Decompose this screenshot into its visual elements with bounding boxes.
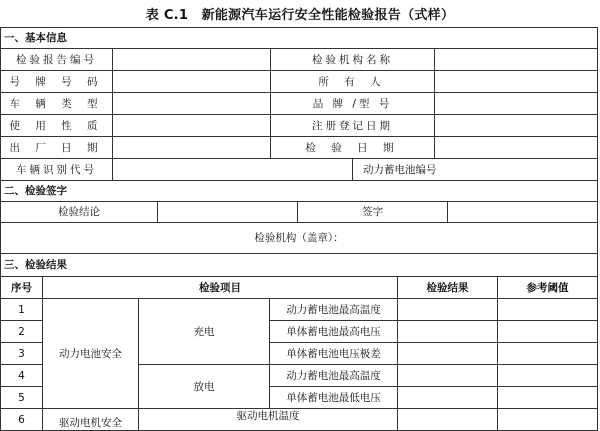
header-ref: 参考阈值 — [498, 277, 598, 299]
label-org-seal: 检验机构（盖章）： — [1, 223, 598, 254]
sign-table — [0, 180, 598, 254]
table-row — [1, 299, 598, 321]
row-no: 3 — [1, 343, 43, 365]
label-usage: 使 用 性 质 — [1, 115, 113, 137]
section-sign-heading: 二、检验签字 — [1, 181, 598, 202]
row-item: 动力蓄电池最高温度 — [270, 365, 398, 387]
label-report-no: 检验报告编号 — [1, 49, 113, 71]
row-result[interactable] — [398, 343, 498, 365]
row-ref[interactable] — [498, 365, 598, 387]
value-test-date[interactable] — [435, 137, 598, 159]
subgroup-discharge: 放电 — [139, 365, 270, 409]
header-result: 检验结果 — [398, 277, 498, 299]
label-vin: 车辆识别代号 — [1, 159, 113, 181]
label-org-name: 检验机构名称 — [271, 49, 435, 71]
row-ref[interactable] — [498, 299, 598, 321]
header-item: 检验项目 — [43, 277, 398, 299]
section-results-heading: 三、检验结果 — [1, 254, 598, 277]
label-vehicle-type: 车 辆 类 型 — [1, 93, 113, 115]
label-owner: 所 有 人 — [271, 71, 435, 93]
value-brand-model[interactable] — [435, 93, 598, 115]
row-item: 单体蓄电池最低电压 — [270, 387, 398, 409]
row-no: 4 — [1, 365, 43, 387]
value-org-name[interactable] — [435, 49, 598, 71]
subgroup-charge: 充电 — [139, 299, 270, 365]
row-ref[interactable] — [498, 409, 598, 431]
row-result[interactable] — [398, 299, 498, 321]
value-signature[interactable] — [448, 202, 598, 223]
table-row — [1, 409, 598, 431]
label-signature: 签字 — [298, 202, 448, 223]
row-result[interactable] — [398, 409, 498, 431]
row-result[interactable] — [398, 365, 498, 387]
value-vin[interactable] — [113, 159, 353, 181]
label-battery-no: 动力蓄电池编号 — [353, 159, 598, 181]
header-no: 序号 — [1, 277, 43, 299]
label-plate: 号 牌 号 码 — [1, 71, 113, 93]
value-conclusion[interactable] — [158, 202, 298, 223]
row-result[interactable] — [398, 387, 498, 409]
row-no: 1 — [1, 299, 43, 321]
group-battery-safety: 动力电池安全 — [43, 299, 139, 409]
value-usage[interactable] — [113, 115, 271, 137]
value-reg-date[interactable] — [435, 115, 598, 137]
report-title: 表 C.1 新能源汽车运行安全性能检验报告（式样） — [145, 8, 455, 23]
label-factory-date: 出 厂 日 期 — [1, 137, 113, 159]
label-reg-date: 注册登记日期 — [271, 115, 435, 137]
label-test-date: 检 验 日 期 — [271, 137, 435, 159]
row-ref[interactable] — [498, 343, 598, 365]
value-factory-date[interactable] — [113, 137, 271, 159]
report-form — [0, 27, 600, 429]
label-brand-model: 品 牌 /型 号 — [271, 93, 435, 115]
row-item: 动力蓄电池最高温度 — [270, 299, 398, 321]
value-owner[interactable] — [435, 71, 598, 93]
row-no: 6 — [1, 409, 43, 431]
row-no: 5 — [1, 387, 43, 409]
row-result[interactable] — [398, 321, 498, 343]
section-basic-heading: 一、基本信息 — [1, 28, 598, 49]
value-vehicle-type[interactable] — [113, 93, 271, 115]
results-table — [0, 253, 598, 431]
row-item: 单体蓄电池电压极差 — [270, 343, 398, 365]
group-motor-safety: 驱动电机安全 — [43, 409, 139, 431]
value-report-no[interactable] — [113, 49, 271, 71]
row-item: 单体蓄电池最高电压 — [270, 321, 398, 343]
row-ref[interactable] — [498, 387, 598, 409]
row-ref[interactable] — [498, 321, 598, 343]
value-plate[interactable] — [113, 71, 271, 93]
row-no: 2 — [1, 321, 43, 343]
row-item: 驱动电机温度 — [139, 409, 398, 431]
basic-info-table — [0, 27, 598, 181]
label-conclusion: 检验结论 — [1, 202, 158, 223]
